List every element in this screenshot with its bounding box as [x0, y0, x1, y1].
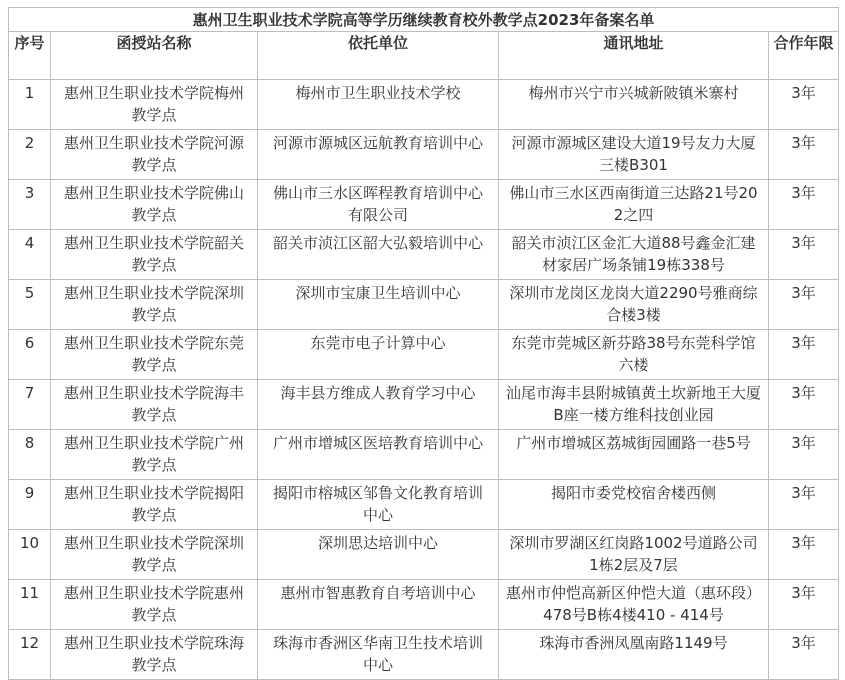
header-station: 函授站名称	[51, 32, 258, 80]
station-name: 惠州卫生职业技术学院揭阳教学点	[51, 480, 258, 530]
table-row	[9, 280, 839, 330]
header-term: 合作年限	[769, 32, 839, 80]
station-name: 惠州卫生职业技术学院海丰教学点	[51, 380, 258, 430]
table-title: 惠州卫生职业技术学院高等学历继续教育校外教学点2023年备案名单	[9, 8, 839, 32]
header-row	[9, 32, 839, 80]
row-number: 12	[9, 630, 51, 680]
cooperation-term: 3年	[769, 180, 839, 230]
host-unit: 广州市增城区医培教育培训中心	[258, 430, 499, 480]
row-number: 4	[9, 230, 51, 280]
cooperation-term: 3年	[769, 430, 839, 480]
mailing-address: 东莞市莞城区新芬路38号东莞科学馆六楼	[499, 330, 769, 380]
cooperation-term: 3年	[769, 230, 839, 280]
table-row	[9, 230, 839, 280]
row-number: 5	[9, 280, 51, 330]
station-name: 惠州卫生职业技术学院珠海教学点	[51, 630, 258, 680]
host-unit: 梅州市卫生职业技术学校	[258, 80, 499, 130]
station-name: 惠州卫生职业技术学院韶关教学点	[51, 230, 258, 280]
header-address: 通讯地址	[499, 32, 769, 80]
mailing-address: 揭阳市委党校宿舍楼西侧	[499, 480, 769, 530]
host-unit: 佛山市三水区晖程教育培训中心有限公司	[258, 180, 499, 230]
mailing-address: 广州市增城区荔城街园圃路一巷5号	[499, 430, 769, 480]
table-row	[9, 480, 839, 530]
registry-table	[8, 7, 839, 680]
cooperation-term: 3年	[769, 130, 839, 180]
host-unit: 韶关市浈江区韶大弘毅培训中心	[258, 230, 499, 280]
cooperation-term: 3年	[769, 330, 839, 380]
row-number: 9	[9, 480, 51, 530]
cooperation-term: 3年	[769, 630, 839, 680]
station-name: 惠州卫生职业技术学院梅州教学点	[51, 80, 258, 130]
table-row	[9, 130, 839, 180]
mailing-address: 深圳市龙岗区龙岗大道2290号雅商综合楼3楼	[499, 280, 769, 330]
host-unit: 东莞市电子计算中心	[258, 330, 499, 380]
header-no: 序号	[9, 32, 51, 80]
cooperation-term: 3年	[769, 280, 839, 330]
table-row	[9, 380, 839, 430]
row-number: 2	[9, 130, 51, 180]
mailing-address: 河源市源城区建设大道19号友力大厦三楼B301	[499, 130, 769, 180]
row-number: 1	[9, 80, 51, 130]
row-number: 11	[9, 580, 51, 630]
station-name: 惠州卫生职业技术学院东莞教学点	[51, 330, 258, 380]
mailing-address: 佛山市三水区西南街道三达路21号202之四	[499, 180, 769, 230]
mailing-address: 深圳市罗湖区红岗路1002号道路公司1栋2层及7层	[499, 530, 769, 580]
cooperation-term: 3年	[769, 80, 839, 130]
host-unit: 深圳市宝康卫生培训中心	[258, 280, 499, 330]
cooperation-term: 3年	[769, 530, 839, 580]
station-name: 惠州卫生职业技术学院深圳教学点	[51, 280, 258, 330]
mailing-address: 珠海市香洲凤凰南路1149号	[499, 630, 769, 680]
row-number: 3	[9, 180, 51, 230]
header-unit: 依托单位	[258, 32, 499, 80]
mailing-address: 惠州市仲恺高新区仲恺大道（惠环段）478号B栋4楼410 - 414号	[499, 580, 769, 630]
cooperation-term: 3年	[769, 580, 839, 630]
table-row	[9, 180, 839, 230]
host-unit: 惠州市智惠教育自考培训中心	[258, 580, 499, 630]
station-name: 惠州卫生职业技术学院惠州教学点	[51, 580, 258, 630]
table-row	[9, 430, 839, 480]
host-unit: 河源市源城区远航教育培训中心	[258, 130, 499, 180]
host-unit: 珠海市香洲区华南卫生技术培训中心	[258, 630, 499, 680]
host-unit: 深圳思达培训中心	[258, 530, 499, 580]
table-row	[9, 80, 839, 130]
station-name: 惠州卫生职业技术学院河源教学点	[51, 130, 258, 180]
row-number: 8	[9, 430, 51, 480]
station-name: 惠州卫生职业技术学院广州教学点	[51, 430, 258, 480]
station-name: 惠州卫生职业技术学院佛山教学点	[51, 180, 258, 230]
host-unit: 揭阳市榕城区邹鲁文化教育培训中心	[258, 480, 499, 530]
row-number: 10	[9, 530, 51, 580]
table-row	[9, 330, 839, 380]
table-row	[9, 580, 839, 630]
mailing-address: 梅州市兴宁市兴城新陂镇米寨村	[499, 80, 769, 130]
row-number: 6	[9, 330, 51, 380]
table-row	[9, 630, 839, 680]
station-name: 惠州卫生职业技术学院深圳教学点	[51, 530, 258, 580]
cooperation-term: 3年	[769, 380, 839, 430]
cooperation-term: 3年	[769, 480, 839, 530]
mailing-address: 韶关市浈江区金汇大道88号鑫金汇建材家居广场条铺19栋338号	[499, 230, 769, 280]
table-row	[9, 530, 839, 580]
row-number: 7	[9, 380, 51, 430]
host-unit: 海丰县方维成人教育学习中心	[258, 380, 499, 430]
mailing-address: 汕尾市海丰县附城镇黄土坎新地王大厦B座一楼方维科技创业园	[499, 380, 769, 430]
